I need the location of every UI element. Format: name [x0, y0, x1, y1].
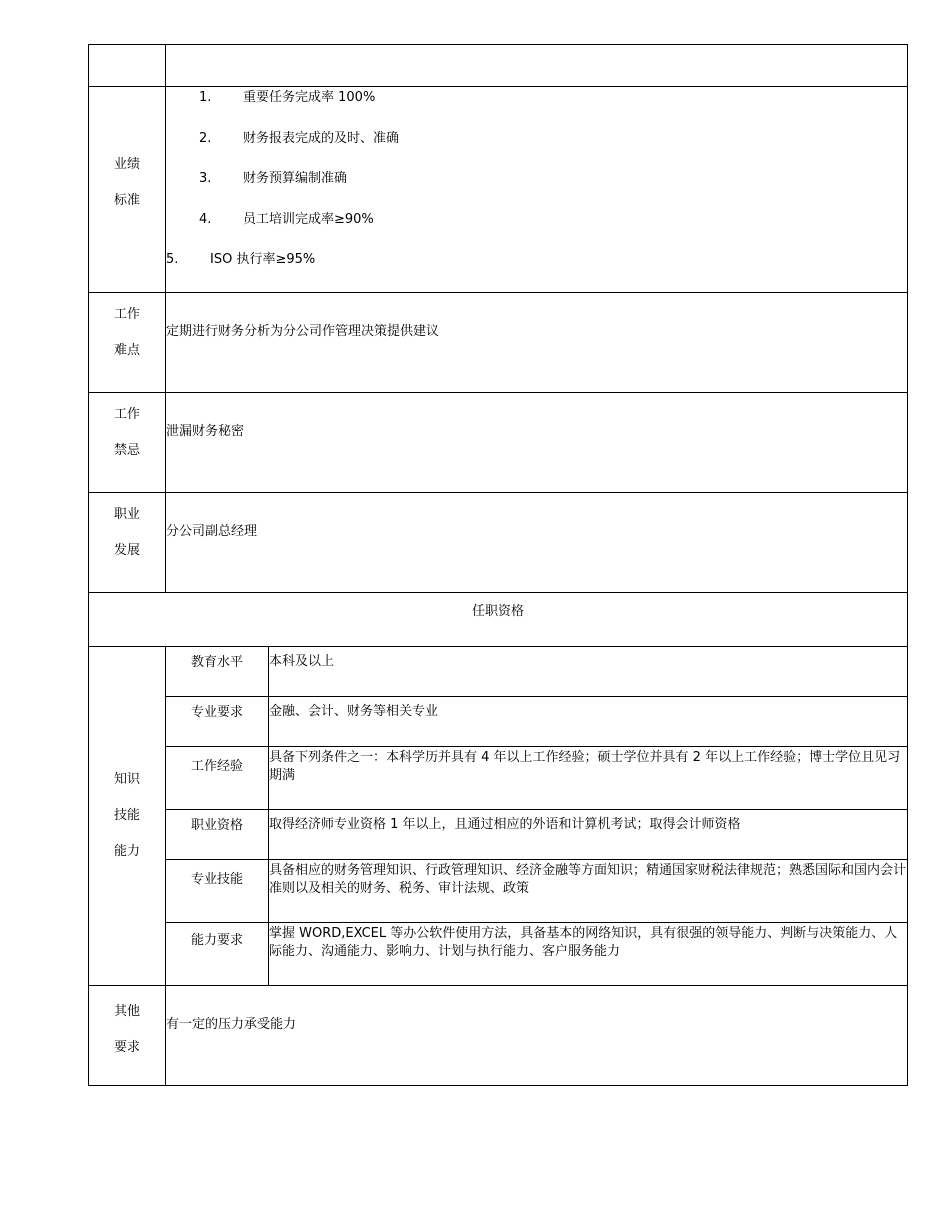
qual-value-major: 金融、会计、财务等相关专业 — [269, 697, 908, 747]
other-label: 其他 要求 — [89, 986, 166, 1086]
performance-item: 1. 重要任务完成率 100% — [199, 90, 376, 105]
qual-label-ability: 能力要求 — [166, 923, 269, 986]
performance-item: 5. ISO 执行率≥95% — [166, 252, 316, 267]
qual-value-certificate: 取得经济师专业资格 1 年以上，且通过相应的外语和计算机考试；取得会计师资格 — [269, 810, 908, 860]
job-description-table — [88, 44, 908, 1086]
qualification-row — [89, 860, 908, 923]
performance-item: 4. 员工培训完成率≥90% — [199, 211, 374, 227]
taboo-value: 泄漏财务秘密 — [166, 393, 908, 493]
qualification-row — [89, 923, 908, 986]
qual-label-major: 专业要求 — [166, 697, 269, 747]
qualification-title-row — [89, 593, 908, 647]
qualification-row — [89, 647, 908, 697]
performance-label: 业绩 标准 — [89, 87, 166, 293]
taboo-row — [89, 393, 908, 493]
qualification-row — [89, 697, 908, 747]
qual-label-skills: 专业技能 — [166, 860, 269, 923]
performance-list — [166, 87, 908, 293]
performance-item: 2. 财务报表完成的及时、准确 — [199, 130, 400, 146]
performance-row — [89, 87, 908, 293]
career-label: 职业 发展 — [89, 493, 166, 593]
header-value-cell — [166, 45, 908, 87]
career-row — [89, 493, 908, 593]
qual-value-ability: 掌握 WORD,EXCEL 等办公软件使用方法，具备基本的网络知识，具有很强的领导能力、判断与决策能力、人际能力、沟通能力、影响力、计划与执行能力、客户服务能力 — [269, 923, 908, 986]
qual-value-experience: 具备下列条件之一：本科学历并具有 4 年以上工作经验；硕士学位并具有 2 年以上工作经验；博士学位且见习期满 — [269, 747, 908, 810]
qual-value-skills: 具备相应的财务管理知识、行政管理知识、经济金融等方面知识；精通国家财税法律规范；熟悉国际和国内会计准则以及相关的财务、税务、审计法规、政策 — [269, 860, 908, 923]
qual-label-certificate: 职业资格 — [166, 810, 269, 860]
difficulty-row — [89, 293, 908, 393]
header-label-cell — [89, 45, 166, 87]
difficulty-label: 工作 难点 — [89, 293, 166, 393]
qual-label-experience: 工作经验 — [166, 747, 269, 810]
other-row — [89, 986, 908, 1086]
qual-label-education: 教育水平 — [166, 647, 269, 697]
difficulty-value: 定期进行财务分析为分公司作管理决策提供建议 — [166, 293, 908, 393]
header-row — [89, 45, 908, 87]
qualification-row — [89, 810, 908, 860]
taboo-label: 工作 禁忌 — [89, 393, 166, 493]
career-value: 分公司副总经理 — [166, 493, 908, 593]
other-value: 有一定的压力承受能力 — [166, 986, 908, 1086]
qualification-label: 知识 技能 能力 — [89, 647, 166, 986]
qualification-title: 任职资格 — [89, 593, 908, 647]
performance-item: 3. 财务预算编制准确 — [199, 171, 348, 186]
qualification-row — [89, 747, 908, 810]
qual-value-education: 本科及以上 — [269, 647, 908, 697]
